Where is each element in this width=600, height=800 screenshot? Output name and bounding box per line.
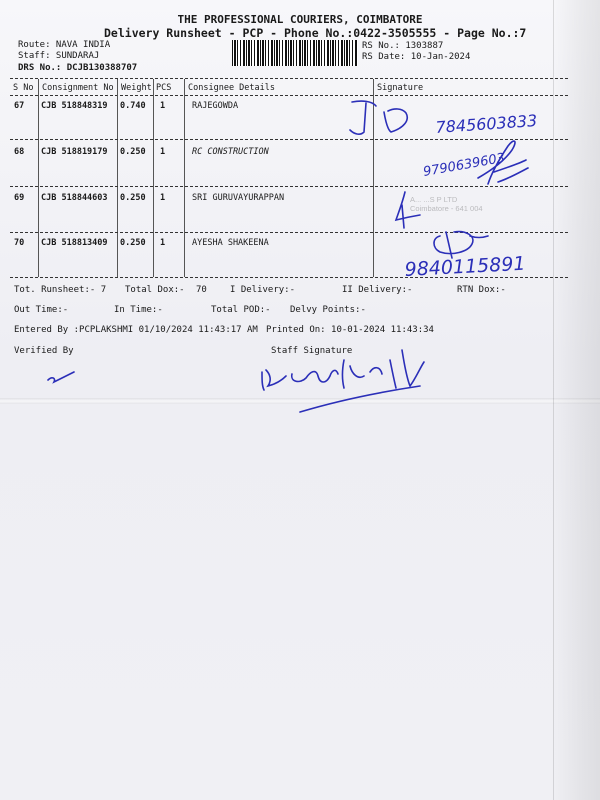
table-row-sno: 70 xyxy=(14,238,25,248)
ii-delivery: II Delivery:- xyxy=(342,285,413,295)
total-dox-value: 70 xyxy=(196,285,207,295)
col-consignee: Consignee Details xyxy=(188,83,275,93)
handwritten-phone-67: 7845603833 xyxy=(434,110,538,137)
runsheet-title: Delivery Runsheet - PCP - Phone No.:0422-3505555 - Page No.:7 xyxy=(104,26,527,40)
table-row-pcs: 1 xyxy=(160,193,166,203)
signature-row-69 xyxy=(396,192,420,228)
table-row-consignment: CJB 518844603 xyxy=(41,193,108,203)
table-row-consignee: RAJEGOWDA xyxy=(192,101,239,111)
table-row-consignment: CJB 518819179 xyxy=(41,147,108,157)
signature-row-67 xyxy=(350,101,407,134)
rs-number: RS No.: 1303887 xyxy=(362,41,444,51)
table-row-pcs: 1 xyxy=(160,101,166,111)
drs-number: DRS No.: DCJB130388707 xyxy=(18,63,138,73)
staff-signature-label: Staff Signature xyxy=(271,346,353,356)
table-row-weight: 0.250 xyxy=(120,238,146,248)
handwritten-phone-68: 9790639603 xyxy=(422,150,507,180)
i-delivery: I Delivery:- xyxy=(230,285,296,295)
table-row-consignee: AYESHA SHAKEENA xyxy=(192,238,269,248)
verified-by: Verified By xyxy=(14,346,74,356)
stamp-line-2: Coimbatore - 641 004 xyxy=(410,204,483,213)
col-weight: Weight xyxy=(121,83,152,93)
col-consignment: Consignment No xyxy=(42,83,114,93)
table-row-sno: 68 xyxy=(14,147,25,157)
col-pcs: PCS xyxy=(156,83,172,93)
table-row-consignment: CJB 518848319 xyxy=(41,101,108,111)
staff-signature-scrawl xyxy=(262,350,424,412)
table-row-weight: 0.250 xyxy=(120,147,146,157)
tot-runsheet: Tot. Runsheet:- 7 xyxy=(14,285,107,295)
table-row-weight: 0.740 xyxy=(120,101,146,111)
staff-label: Staff: SUNDARAJ xyxy=(18,51,100,61)
rtn-dox: RTN Dox:- xyxy=(457,285,506,295)
verified-mark xyxy=(48,372,74,382)
total-dox-label: Total Dox:- xyxy=(125,285,185,295)
out-time: Out Time:- xyxy=(14,305,69,315)
col-sno: S No xyxy=(13,83,34,93)
entered-by: Entered By :PCPLAKSHMI 01/10/2024 11:43:17 AM xyxy=(14,325,258,335)
table-row-sno: 67 xyxy=(14,101,25,111)
rs-date: RS Date: 10-Jan-2024 xyxy=(362,52,471,62)
total-pod: Total POD:- xyxy=(211,305,271,315)
in-time: In Time:- xyxy=(114,305,163,315)
table-row-consignee: SRI GURUVAYURAPPAN xyxy=(192,193,285,203)
col-signature: Signature xyxy=(377,83,424,93)
route-label: Route: NAVA INDIA xyxy=(18,40,111,50)
stamp-line-1: A... ...S P LTD xyxy=(410,195,458,204)
table-row-pcs: 1 xyxy=(160,238,166,248)
table-row-consignment: CJB 518813409 xyxy=(41,238,108,248)
table-row-pcs: 1 xyxy=(160,147,166,157)
printed-on: Printed On: 10-01-2024 11:43:34 xyxy=(266,325,434,335)
table-row-consignee: RC CONSTRUCTION xyxy=(192,147,269,157)
table-row-sno: 69 xyxy=(14,193,25,203)
table-row-weight: 0.250 xyxy=(120,193,146,203)
signature-row-70 xyxy=(434,232,488,258)
handwritten-phone-70: 9840115891 xyxy=(404,252,526,281)
delvy-points: Delvy Points:- xyxy=(290,305,366,315)
company-name: THE PROFESSIONAL COURIERS, COIMBATORE xyxy=(177,13,423,26)
